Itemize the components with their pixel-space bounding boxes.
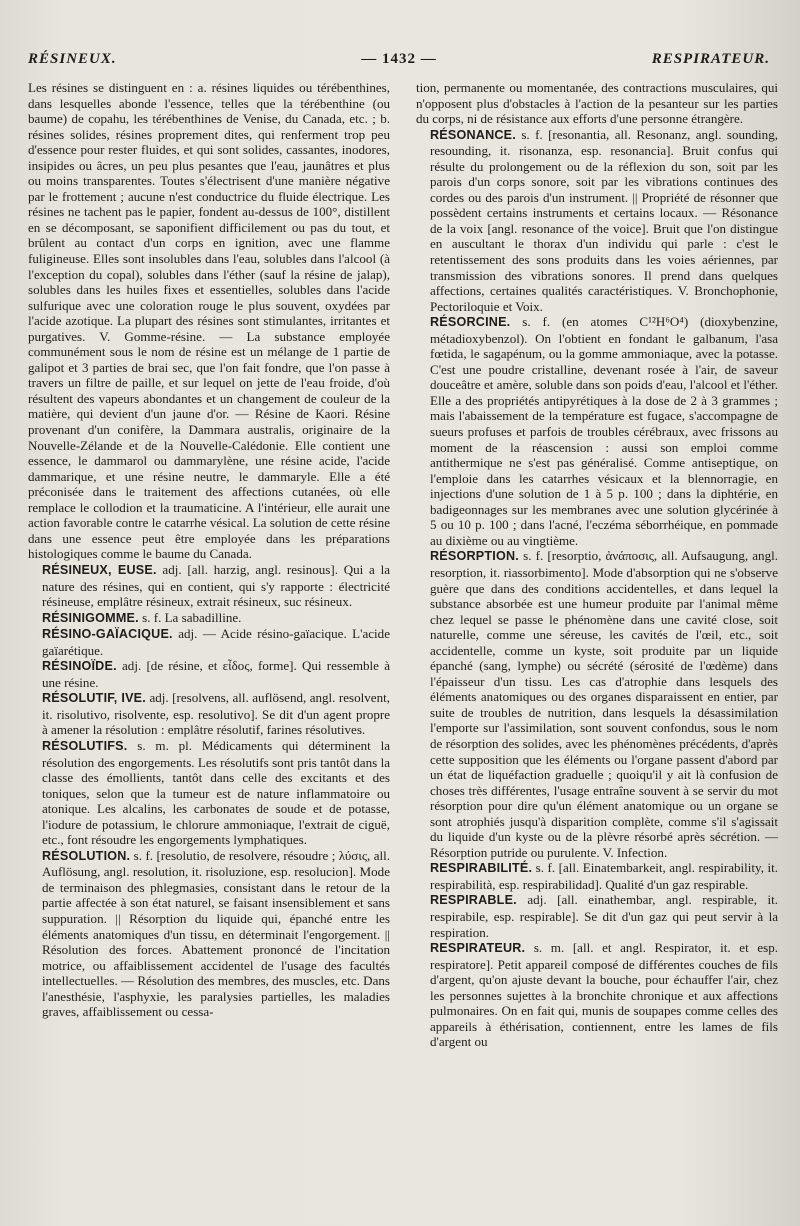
left-column [28, 80, 390, 1218]
entry-continuation [28, 80, 390, 562]
dictionary-entry [416, 548, 778, 860]
dictionary-entry [416, 892, 778, 940]
entry-text: adj. [resolvens, all. auflösend, angl. resolvent, it. risolutivo, risolvente, esp. resolutivo]. Se dit d'un agent propre à amener la résolution : emplâtre résolutif, farines résolutives. [42, 690, 390, 738]
entry-continuation [416, 80, 778, 127]
entry-text: s. f. [all. Einatembarkeit, angl. respirability, it. respirabilità, esp. respirabilidad]. Qualité d'un gaz respirable. [430, 860, 778, 892]
entry-headword: RÉSINO-GAÏACIQUE. [42, 627, 173, 642]
dictionary-entry [28, 690, 390, 738]
entry-headword: RÉSOLUTIF, IVE. [42, 691, 146, 706]
entry-headword: RÉSINEUX, EUSE. [42, 562, 157, 577]
entry-headword: RESPIRABILITÉ. [430, 861, 533, 876]
entry-headword: RÉSORCINE. [430, 315, 511, 330]
entry-headword: RÉSINIGOMME. [42, 610, 139, 625]
entry-text: adj. [all. einathembar, angl. respirable, it. respirabile, esp. respirable]. Se dit d'un gaz qui peut servir à la respiration. [430, 892, 778, 940]
entry-headword: RESPIRABLE. [430, 893, 517, 908]
right-column [416, 80, 778, 1218]
dictionary-entry [28, 658, 390, 690]
dictionary-entry [28, 738, 390, 848]
entry-text: s. f. [resonantia, all. Resonanz, angl. sounding, resounding, it. risonanza, esp. resonancia]. Bruit confus qui résulte du prolongement ou de la réflexion du son, soit par les parois d'un corps sonore, soit par les vibrations continues des cordes ou des parois d'un instrument. || Propriété de résonner que possèdent certains instruments et certains locaux. — Résonance de la voix [angl. resonance of the voice]. Bruit que l'on distingue en auscultant le thorax d'un individu qui parle : c'est le retentissement des sons produits dans les voies aériennes, par transmission des vibrations sonores. Il prend dans quelques affections, certaines qualités caractéristiques. V. Bronchophonie, Pectoriloquie et Voix. [430, 126, 778, 314]
entry-text: Les résines se distinguent en : a. résines liquides ou térébenthines, dans lesquelles abonde l'essence, telles que la térébenthine (ou baume) de copahu, les térébenthines de Venise, du Canada, etc. ; b. résines solides, résines proprement dites, qui renferment trop peu d'essence pour rester fluides, et qui sont solides, cassantes, inodores, insipides ou âcres, un peu plus pesantes que l'eau, jaunâtres et plus ou moins transparentes. Toutes s'électrisent d'une manière négative par le frottement ; aucune n'est conductrice du fluide électrique. Les résines ne tachent pas le papier, fondent au-dessus de 100°, distillent en se décomposant, se saponifient difficilement ou pas du tout, et brûlent au contact d'un corps en ignition, avec une flamme fuligineuse. Elles sont insolubles dans l'eau, solubles dans l'alcool (à l'exception du copal), solubles dans l'éther (sauf la résine de jalap), solubles dans les huiles fixes et essentielles, solubles dans l'acide sulfurique avec une coloration rouge le plus souvent, oxydées par l'acide azotique. La plupart des résines sont stimulantes, irritantes et purgatives. V. Gomme-résine. — La substance employée communément sous le nom de résine est un mélange de 1 partie de galipot et 3 parties de brai sec, que l'on fait fondre, que l'on passe à travers un filtre de paille, et sur lequel on jette de l'eau froide, d'où résultent des vapeurs abondantes et un changement de couleur de la matière, qui devient d'un jaune d'or. — Résine de Kaori. Résine provenant d'un conifère, la Dammara australis, originaire de la Nouvelle-Zélande et de la Nouvelle-Calédonie. Elle contient une essence, le dammarol ou dammarylène, une résine acide, l'acide dammarique, et une résine neutre, le dammaryle. Elle a été préconisée dans le traitement des affections cutanées, où elle remplace le collodion et la traumaticine. A l'intérieur, elle aurait une action favorable contre le catarrhe vésical. La solution de cette résine dans une essence peut être employée dans les préparations histologiques comme le baume du Canada. [28, 80, 390, 562]
entry-headword: RESPIRATEUR. [430, 941, 526, 956]
entry-text: s. m. pl. Médicaments qui déterminent la résolution des engorgements. Les résolutifs sont pris tantôt dans la classe des émollients, tantôt dans celle des excitants et des toniques, selon que la tumeur est de nature inflammatoire ou atonique. Les alcalins, les carbonates de soude et de potasse, l'iodure de potassium, le chlorure ammoniaque, l'extrait de ciguë, etc., font résoudre les engorgements lymphatiques. [42, 737, 390, 848]
entry-headword: RÉSOLUTIFS. [42, 738, 128, 753]
dictionary-entry [416, 127, 778, 315]
entry-headword: RÉSONANCE. [430, 127, 516, 142]
entry-text: s. f. La sabadilline. [138, 609, 242, 625]
dictionary-entry [28, 610, 390, 627]
running-header [28, 48, 770, 70]
entry-text: s. m. [all. et angl. Respirator, it. et esp. respiratore]. Petit appareil composé de différentes couches de fils d'argent, qu'on ajuste devant la bouche, pour échauffer l'air, chez les personnes sujettes à la bronchite chronique et aux affections pulmonaires. On en fait qui, munis de soupapes comme celles des appareils à éthérisation, contiennent, entre les lames de fils d'argent ou [430, 940, 778, 1050]
entry-text: adj. — Acide résino-gaïacique. L'acide gaïarétique. [42, 626, 390, 658]
entry-text: s. f. (en atomes C¹²H⁶O⁴) (dioxybenzine, métadioxybenzol). On l'obtient en fondant le galbanum, l'asa fœtida, le sagapénum, ou la gomme ammoniaque, avec la potasse. C'est une poudre cristalline, devenant rosée à l'air, de saveur douceâtre et amère, soluble dans son poids d'eau, l'alcool et l'éther. Elle a des propriétés antipyrétiques à la dose de 2 à 3 grammes ; mais l'abaissement de la température est fugace, s'accompagne de sueurs profuses et parfois de troubles cérébraux, avec frissons au moment de la réascension : aussi son emploi comme antithermique ne s'est pas généralisé. Comme antiseptique, on l'emploie dans les catarrhes vésicaux et la blennorragie, en injections d'une solution de 1 à 5 p. 100 ; dans la diphtérie, en badigeonnages sur les membranes avec une solution glycérinée à 5 ou 10 p. 100 ; dans l'acné, l'eczéma séborrhéique, en pommade au dixième ou au vingtième. [430, 314, 778, 548]
text-columns [28, 80, 778, 1218]
entry-text: adj. [all. harzig, angl. resinous]. Qui a la nature des résines, qui en contient, qui s'y rapporte : électricité résineuse, emplâtre résineux, extrait résineux, suc résineux. [42, 561, 390, 610]
entry-text: s. f. [resorptio, ἀνάποσις, all. Aufsaugung, angl. resorption, it. riassorbimento]. Mode d'absorption qui ne s'observe guère que dans des conditions accidentelles, et dans lequel la substance absorbée est une humeur produite par l'animal même chez lequel se passe le phénomène dans une cavité close, soit naturelle, comme une séreuse, les cavités de l'œil, etc., soit accidentelle, comme un kyste, soit produite par un liquide épanché (sang, lymphe) ou sécrété (sérosité de l'œdème) dans l'épaisseur d'un tissu. Les cas d'atrophie dans lesquels des éléments anatomiques ou des organes disparaissent en entier, par suite de troubles de nutrition, dans lesquels la désassimilation l'emporte sur l'assimilation, sont souvent confondus, sous le nom de résorption des solides, avec les phénomènes précédents, d'après cette supposition que les éléments ou l'organe passent d'abord par un état de liquéfaction graduelle ; quoiqu'il y ait là confusion de choses très différentes, l'usage entraîne souvent à se servir du mot résorption pour dire qu'un élément anatomique ou un organe se sont atrophiés jusqu'à disparition complète, comme s'il s'agissait du liquide d'un kyste ou de la plèvre résorbé après sécrétion. — Résorption putride ou purulente. V. Infection. [430, 548, 778, 860]
entry-text: s. f. [resolutio, de resolvere, résoudre ; λύσις, all. Auflösung, angl. resolution, it. risoluzione, esp. resolucion]. Mode de terminaison des phlegmasies, consistant dans le retour de la partie affectée à son état naturel, se faisant insensiblement et sans suppuration. || Résorption du liquide qui, épanché entre les éléments anatomiques d'un tissu, en déterminait l'engorgement. || Résolution des forces. Abattement prononcé de l'incitation motrice, ou affaiblissement accidentel de l'usage des facultés intellectuelles. — Résolution des membres, des muscles, etc. Dans l'anesthésie, l'asphyxie, les paralysies partielles, les maladies graves, affaiblissement ou cessa- [42, 847, 390, 1020]
header-left-word: RÉSINEUX. [28, 50, 117, 67]
dictionary-entry [28, 848, 390, 1020]
entry-text: tion, permanente ou momentanée, des contractions musculaires, qui n'opposent plus d'obstacles à l'action de la pesanteur sur les parties du corps, ni de résistance aux efforts d'une personne étrangère. [416, 80, 778, 127]
page-number: — 1432 — [361, 50, 437, 67]
entry-text: adj. [de résine, et εἶδος, forme]. Qui ressemble à une résine. [42, 658, 390, 690]
dictionary-entry [416, 860, 778, 892]
dictionary-entry [416, 940, 778, 1050]
entry-headword: RÉSOLUTION. [42, 848, 131, 863]
entry-headword: RÉSINOÏDE. [42, 659, 117, 674]
header-right-word: RESPIRATEUR. [651, 50, 770, 67]
dictionary-entry [28, 626, 390, 658]
dictionary-entry [416, 314, 778, 548]
dictionary-entry [28, 562, 390, 610]
entry-headword: RÉSORPTION. [430, 549, 519, 564]
